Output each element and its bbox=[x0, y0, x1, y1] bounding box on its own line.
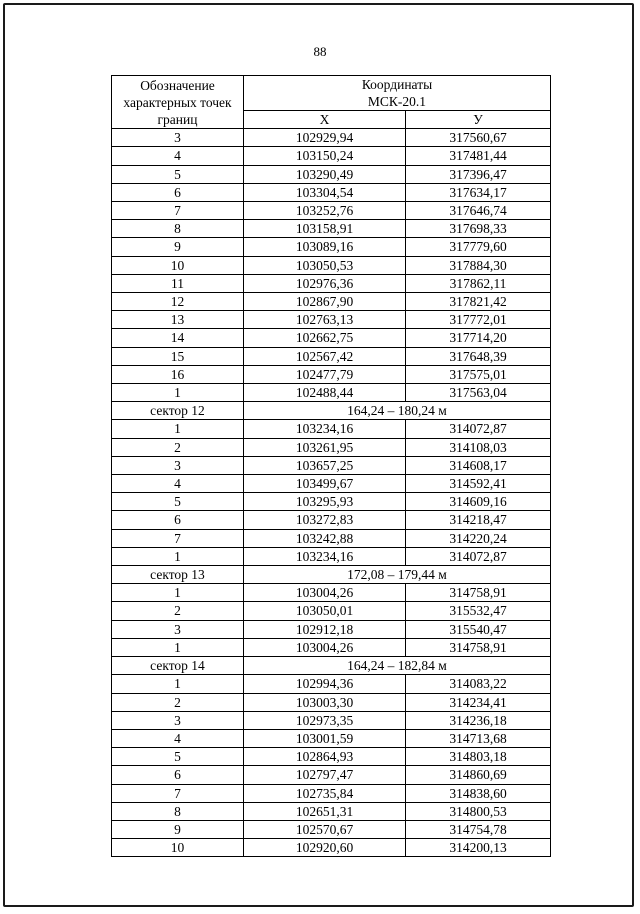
table-row bbox=[112, 202, 551, 220]
coord-x: 103252,76 bbox=[244, 202, 406, 220]
coord-y: 314758,91 bbox=[406, 584, 551, 602]
table-row bbox=[112, 438, 551, 456]
coord-y: 314758,91 bbox=[406, 638, 551, 656]
table-body bbox=[112, 129, 551, 857]
point-number: 5 bbox=[112, 748, 244, 766]
table-row bbox=[112, 311, 551, 329]
table-row bbox=[112, 256, 551, 274]
coord-x: 102994,36 bbox=[244, 675, 406, 693]
table-row bbox=[112, 493, 551, 511]
sector-range: 164,24 – 180,24 м bbox=[244, 402, 551, 420]
point-number: 1 bbox=[112, 675, 244, 693]
table-row bbox=[112, 693, 551, 711]
header-coordinates bbox=[244, 76, 551, 111]
coord-x: 103295,93 bbox=[244, 493, 406, 511]
table-row bbox=[112, 620, 551, 638]
point-number: 11 bbox=[112, 274, 244, 292]
table-row bbox=[112, 729, 551, 747]
table-row bbox=[112, 675, 551, 693]
table-row bbox=[112, 274, 551, 292]
point-number: 2 bbox=[112, 693, 244, 711]
point-number: 8 bbox=[112, 802, 244, 820]
coord-x: 103234,16 bbox=[244, 420, 406, 438]
point-number: 4 bbox=[112, 475, 244, 493]
coord-x: 102867,90 bbox=[244, 293, 406, 311]
point-number: 1 bbox=[112, 547, 244, 565]
sector-row bbox=[112, 566, 551, 584]
table-row bbox=[112, 384, 551, 402]
page-number: 88 bbox=[313, 44, 327, 59]
coord-x: 103242,88 bbox=[244, 529, 406, 547]
header-row bbox=[112, 76, 551, 111]
table-row bbox=[112, 529, 551, 547]
coord-y: 314072,87 bbox=[406, 420, 551, 438]
table-row bbox=[112, 711, 551, 729]
coord-x: 102662,75 bbox=[244, 329, 406, 347]
point-number: 16 bbox=[112, 365, 244, 383]
coord-x: 103003,30 bbox=[244, 693, 406, 711]
point-number: 13 bbox=[112, 311, 244, 329]
table-row bbox=[112, 165, 551, 183]
coord-x: 102763,13 bbox=[244, 311, 406, 329]
point-number: 4 bbox=[112, 729, 244, 747]
point-number: 3 bbox=[112, 620, 244, 638]
coord-x: 103234,16 bbox=[244, 547, 406, 565]
point-number: 1 bbox=[112, 384, 244, 402]
header-coordinate-system: МСК-20.1 bbox=[367, 94, 427, 109]
point-number: 9 bbox=[112, 820, 244, 838]
sector-name: сектор 12 bbox=[112, 402, 244, 420]
point-number: 6 bbox=[112, 766, 244, 784]
coord-y: 314083,22 bbox=[406, 675, 551, 693]
table-row bbox=[112, 420, 551, 438]
coord-y: 317634,17 bbox=[406, 183, 551, 201]
point-number: 6 bbox=[112, 511, 244, 529]
coord-y: 317560,67 bbox=[406, 129, 551, 147]
coord-y: 314236,18 bbox=[406, 711, 551, 729]
sector-row bbox=[112, 657, 551, 675]
coord-y: 314200,13 bbox=[406, 839, 551, 857]
header-col-x: Х bbox=[244, 111, 406, 129]
coord-y: 314754,78 bbox=[406, 820, 551, 838]
coord-x: 103290,49 bbox=[244, 165, 406, 183]
coord-x: 102864,93 bbox=[244, 748, 406, 766]
table-row bbox=[112, 147, 551, 165]
coord-x: 102567,42 bbox=[244, 347, 406, 365]
point-number: 7 bbox=[112, 202, 244, 220]
coord-y: 317862,11 bbox=[406, 274, 551, 292]
table-row bbox=[112, 748, 551, 766]
point-number: 2 bbox=[112, 602, 244, 620]
coord-y: 317648,39 bbox=[406, 347, 551, 365]
coord-y: 314108,03 bbox=[406, 438, 551, 456]
sector-range: 164,24 – 182,84 м bbox=[244, 657, 551, 675]
coord-x: 103150,24 bbox=[244, 147, 406, 165]
coord-x: 103004,26 bbox=[244, 584, 406, 602]
coord-x: 102973,35 bbox=[244, 711, 406, 729]
point-number: 8 bbox=[112, 220, 244, 238]
table-row bbox=[112, 602, 551, 620]
header-designation: Обозначение характерных точек границ bbox=[112, 76, 244, 129]
coord-y: 314803,18 bbox=[406, 748, 551, 766]
point-number: 15 bbox=[112, 347, 244, 365]
table-row bbox=[112, 183, 551, 201]
table-row bbox=[112, 802, 551, 820]
coord-x: 103261,95 bbox=[244, 438, 406, 456]
table-row bbox=[112, 766, 551, 784]
point-number: 12 bbox=[112, 293, 244, 311]
sector-range: 172,08 – 179,44 м bbox=[244, 566, 551, 584]
coord-y: 314860,69 bbox=[406, 766, 551, 784]
coord-y: 314234,41 bbox=[406, 693, 551, 711]
coord-x: 102929,94 bbox=[244, 129, 406, 147]
coord-y: 314608,17 bbox=[406, 456, 551, 474]
coord-y: 317575,01 bbox=[406, 365, 551, 383]
coord-x: 103272,83 bbox=[244, 511, 406, 529]
point-number: 2 bbox=[112, 438, 244, 456]
point-number: 1 bbox=[112, 420, 244, 438]
coord-y: 317646,74 bbox=[406, 202, 551, 220]
table-row bbox=[112, 365, 551, 383]
coord-y: 317779,60 bbox=[406, 238, 551, 256]
coord-y: 317698,33 bbox=[406, 220, 551, 238]
table-row bbox=[112, 456, 551, 474]
point-number: 3 bbox=[112, 711, 244, 729]
table-row bbox=[112, 293, 551, 311]
coord-x: 103001,59 bbox=[244, 729, 406, 747]
header-coordinates-title: Координаты bbox=[361, 77, 433, 92]
coord-x: 102477,79 bbox=[244, 365, 406, 383]
table-row bbox=[112, 238, 551, 256]
point-number: 14 bbox=[112, 329, 244, 347]
coord-x: 103657,25 bbox=[244, 456, 406, 474]
sector-name: сектор 14 bbox=[112, 657, 244, 675]
table-row bbox=[112, 347, 551, 365]
coord-x: 102797,47 bbox=[244, 766, 406, 784]
coord-x: 103004,26 bbox=[244, 638, 406, 656]
coord-y: 314609,16 bbox=[406, 493, 551, 511]
coord-x: 103158,91 bbox=[244, 220, 406, 238]
coord-x: 103089,16 bbox=[244, 238, 406, 256]
coord-y: 314072,87 bbox=[406, 547, 551, 565]
point-number: 4 bbox=[112, 147, 244, 165]
table-row bbox=[112, 129, 551, 147]
point-number: 5 bbox=[112, 493, 244, 511]
sector-row bbox=[112, 402, 551, 420]
table-row bbox=[112, 329, 551, 347]
point-number: 10 bbox=[112, 839, 244, 857]
header-col-y: У bbox=[406, 111, 551, 129]
coord-x: 102912,18 bbox=[244, 620, 406, 638]
table-row bbox=[112, 638, 551, 656]
table-row bbox=[112, 584, 551, 602]
coord-x: 102570,67 bbox=[244, 820, 406, 838]
coord-y: 314220,24 bbox=[406, 529, 551, 547]
coord-y: 314218,47 bbox=[406, 511, 551, 529]
table-row bbox=[112, 839, 551, 857]
point-number: 3 bbox=[112, 456, 244, 474]
coord-x: 102651,31 bbox=[244, 802, 406, 820]
point-number: 5 bbox=[112, 165, 244, 183]
coord-x: 102920,60 bbox=[244, 839, 406, 857]
coord-y: 315540,47 bbox=[406, 620, 551, 638]
coord-x: 102976,36 bbox=[244, 274, 406, 292]
coord-y: 317481,44 bbox=[406, 147, 551, 165]
point-number: 1 bbox=[112, 584, 244, 602]
coord-x: 103050,53 bbox=[244, 256, 406, 274]
table-row bbox=[112, 220, 551, 238]
point-number: 9 bbox=[112, 238, 244, 256]
point-number: 10 bbox=[112, 256, 244, 274]
coord-y: 314838,60 bbox=[406, 784, 551, 802]
point-number: 7 bbox=[112, 784, 244, 802]
coord-x: 103304,54 bbox=[244, 183, 406, 201]
coord-x: 103499,67 bbox=[244, 475, 406, 493]
coordinates-table bbox=[111, 75, 551, 857]
coord-y: 314713,68 bbox=[406, 729, 551, 747]
coord-y: 315532,47 bbox=[406, 602, 551, 620]
sector-name: сектор 13 bbox=[112, 566, 244, 584]
table-row bbox=[112, 784, 551, 802]
point-number: 3 bbox=[112, 129, 244, 147]
point-number: 6 bbox=[112, 183, 244, 201]
coord-y: 317884,30 bbox=[406, 256, 551, 274]
coord-y: 317563,04 bbox=[406, 384, 551, 402]
coord-y: 317714,20 bbox=[406, 329, 551, 347]
point-number: 7 bbox=[112, 529, 244, 547]
coord-y: 317772,01 bbox=[406, 311, 551, 329]
coord-x: 102488,44 bbox=[244, 384, 406, 402]
table-row bbox=[112, 820, 551, 838]
coord-y: 314592,41 bbox=[406, 475, 551, 493]
coord-x: 102735,84 bbox=[244, 784, 406, 802]
point-number: 1 bbox=[112, 638, 244, 656]
coord-y: 317821,42 bbox=[406, 293, 551, 311]
coord-x: 103050,01 bbox=[244, 602, 406, 620]
coord-y: 314800,53 bbox=[406, 802, 551, 820]
coord-y: 317396,47 bbox=[406, 165, 551, 183]
table-row bbox=[112, 547, 551, 565]
table-row bbox=[112, 511, 551, 529]
table-row bbox=[112, 475, 551, 493]
